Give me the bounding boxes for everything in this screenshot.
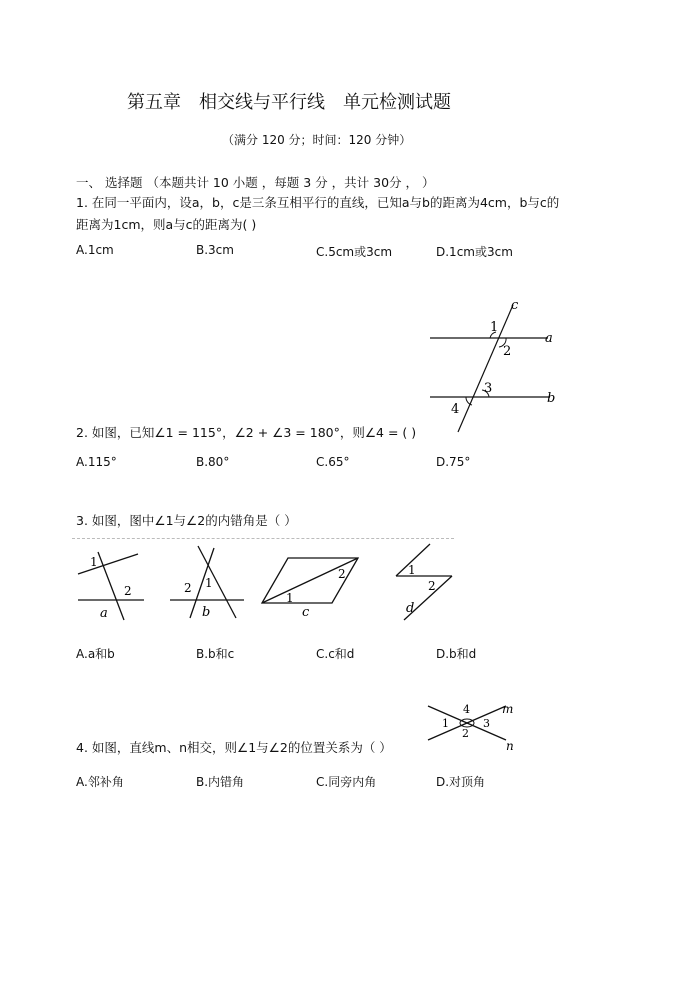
divider xyxy=(72,538,454,539)
label-1: 1 xyxy=(490,320,499,335)
q4-intersecting-lines-figure xyxy=(422,700,522,755)
q4-label-3: 3 xyxy=(483,717,490,730)
q3-figure-b xyxy=(166,540,251,622)
q4-option-c[interactable]: C.同旁内角 xyxy=(316,775,377,789)
q4-label-n: n xyxy=(506,739,514,753)
label-b: b xyxy=(547,391,556,406)
fig-c-label-2: 2 xyxy=(338,567,346,581)
q2-parallel-lines-figure xyxy=(420,295,570,435)
fig-c-label-c: c xyxy=(302,605,310,620)
q1-option-d[interactable]: D.1cm或3cm xyxy=(436,245,513,259)
q4-option-b[interactable]: B.内错角 xyxy=(196,775,245,789)
q3-option-b[interactable]: B.b和c xyxy=(196,647,235,661)
q4-label-m: m xyxy=(502,702,514,716)
q4-option-a[interactable]: A.邻补角 xyxy=(76,775,124,789)
q3-option-a[interactable]: A.a和b xyxy=(76,647,115,661)
question-2: 2. 如图，已知∠1 = 115°，∠2 + ∠3 = 180°，则∠4 = ( ) xyxy=(76,425,417,440)
q1-option-b[interactable]: B.3cm xyxy=(196,243,234,257)
question-1-line-1: 1. 在同一平面内，设a，b，c是三条互相平行的直线，已知a与b的距离为4cm，b与c的 xyxy=(76,195,560,210)
q2-option-c[interactable]: C.65° xyxy=(316,455,350,469)
q4-label-4: 4 xyxy=(463,703,470,716)
section-heading: 一、 选择题 （本题共计 10 小题 ，每题 3 分 ，共计 30分 ， ） xyxy=(76,175,435,190)
fig-b-label-1: 1 xyxy=(205,576,213,590)
q4-label-1: 1 xyxy=(442,717,449,730)
label-c: c xyxy=(511,298,519,313)
fig-a-label-a: a xyxy=(100,606,108,621)
q4-label-2: 2 xyxy=(462,727,469,740)
q3-figure-d xyxy=(390,540,460,624)
q2-option-d[interactable]: D.75° xyxy=(436,455,471,469)
q3-option-d[interactable]: D.b和d xyxy=(436,647,477,661)
q3-figure-a xyxy=(72,540,152,622)
label-4: 4 xyxy=(451,402,460,417)
fig-d-label-2: 2 xyxy=(428,579,436,593)
question-4: 4. 如图，直线m、n相交，则∠1与∠2的位置关系为（ ） xyxy=(76,740,392,755)
page-title: 第五章 相交线与平行线 单元检测试题 xyxy=(127,92,451,113)
fig-a-label-1: 1 xyxy=(90,555,98,569)
q1-option-c[interactable]: C.5cm或3cm xyxy=(316,245,393,259)
q3-figure-c xyxy=(258,548,366,620)
label-3: 3 xyxy=(484,381,493,396)
question-3: 3. 如图，图中∠1与∠2的内错角是（ ） xyxy=(76,513,297,528)
q4-option-d[interactable]: D.对顶角 xyxy=(436,775,486,789)
fig-d-label-1: 1 xyxy=(408,563,416,577)
fig-d-label-d: d xyxy=(406,601,415,616)
page-subtitle: （满分 120 分；时间：120 分钟） xyxy=(222,133,412,147)
question-1-line-2: 距离为1cm，则a与c的距离为( ) xyxy=(76,217,257,232)
fig-b-label-2: 2 xyxy=(184,581,192,595)
line-c xyxy=(458,305,513,432)
q1-option-a[interactable]: A.1cm xyxy=(76,243,114,257)
label-a: a xyxy=(545,331,553,346)
fig-b-label-b: b xyxy=(202,605,211,620)
fig-c-label-1: 1 xyxy=(286,591,294,605)
q3-option-c[interactable]: C.c和d xyxy=(316,647,355,661)
q2-option-b[interactable]: B.80° xyxy=(196,455,230,469)
fig-a-label-2: 2 xyxy=(124,584,132,598)
label-2: 2 xyxy=(503,344,512,359)
q2-option-a[interactable]: A.115° xyxy=(76,455,117,469)
